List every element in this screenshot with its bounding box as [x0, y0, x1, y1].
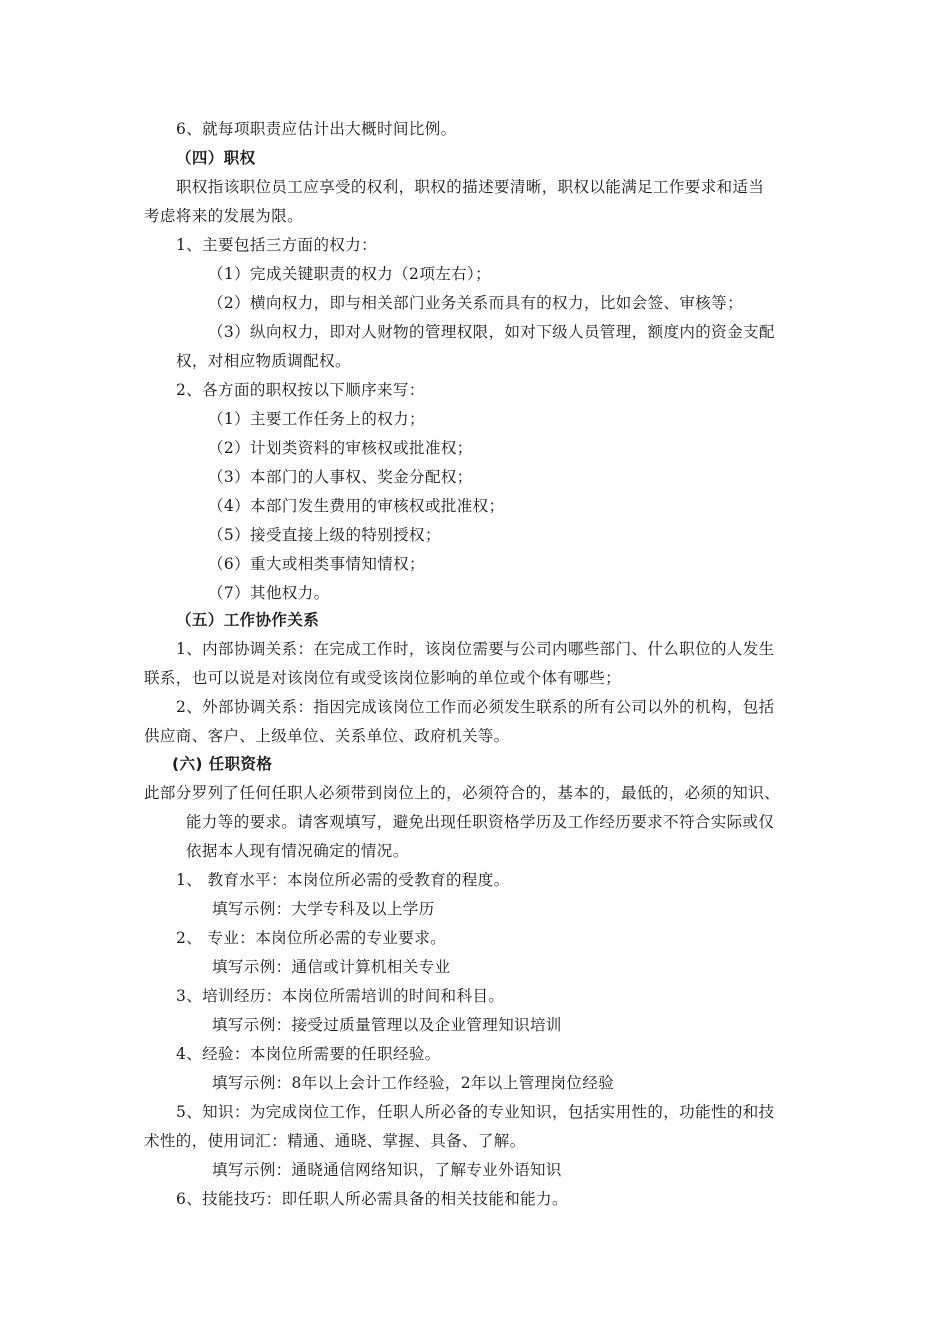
example-line: 填写示例：8年以上会计工作经验，2年以上管理岗位经验: [212, 1074, 615, 1092]
sub-list-item: （1）完成关键职责的权力（2项左右）；: [208, 265, 492, 283]
paragraph-line: 术性的，使用词汇：精通、通晓、掌握、具备、了解。: [144, 1132, 526, 1150]
paragraph-line: 供应商、客户、上级单位、关系单位、政府机关等。: [144, 727, 510, 745]
section-heading-collaboration: （五）工作协作关系: [176, 611, 320, 629]
sub-list-item: （3）纵向权力，即对人财物的管理权限，如对下级人员管理，额度内的资金支配: [208, 323, 775, 341]
list-item: 6、技能技巧：即任职人所必需具备的相关技能和能力。: [176, 1190, 568, 1208]
section-heading-authority: （四）职权: [176, 149, 256, 167]
list-item: 1、 教育水平：本岗位所必需的受教育的程度。: [176, 871, 510, 889]
sub-list-item: （1）主要工作任务上的权力；: [208, 410, 425, 428]
paragraph-line: 职权指该职位员工应享受的权利，职权的描述要清晰，职权以能满足工作要求和适当: [176, 178, 765, 196]
sub-list-item: （2）计划类资料的审核权或批准权；: [208, 439, 473, 457]
sub-list-item: （4）本部门发生费用的审核权或批准权；: [208, 497, 505, 515]
paragraph-line: 能力等的要求。请客观填写，避免出现任职资格学历及工作经历要求不符合实际或仅: [186, 813, 775, 831]
list-item: 5、知识：为完成岗位工作，任职人所必备的专业知识，包括实用性的，功能性的和技: [176, 1103, 775, 1121]
sub-list-item: （2）横向权力，即与相关部门业务关系而具有的权力，比如会签、审核等；: [208, 294, 743, 312]
sub-list-item: （7）其他权力。: [208, 584, 330, 602]
list-item: 1、内部协调关系：在完成工作时，该岗位需要与公司内哪些部门、什么职位的人发生: [176, 640, 775, 658]
paragraph-line: 6、就每项职责应估计出大概时间比例。: [176, 120, 457, 138]
paragraph-line: 考虑将来的发展为限。: [144, 207, 304, 225]
list-item: 1、主要包括三方面的权力：: [176, 236, 378, 254]
sub-list-item: （6）重大或相类事情知情权；: [208, 555, 425, 573]
list-item: 2、各方面的职权按以下顺序来写：: [176, 381, 425, 399]
sub-list-item-continuation: 权，对相应物质调配权。: [176, 352, 351, 370]
paragraph-line: 依据本人现有情况确定的情况。: [186, 842, 409, 860]
list-item: 2、 专业：本岗位所必需的专业要求。: [176, 929, 446, 947]
section-heading-qualifications: (六) 任职资格: [172, 755, 273, 773]
paragraph-line: 此部分罗列了任何任职人必须带到岗位上的，必须符合的，基本的，最低的，必须的知识、: [144, 784, 781, 802]
list-item: 2、外部协调关系：指因完成该岗位工作而必须发生联系的所有公司以外的机构，包括: [176, 698, 775, 716]
example-line: 填写示例：大学专科及以上学历: [212, 900, 435, 918]
sub-list-item: （5）接受直接上级的特别授权；: [208, 526, 441, 544]
sub-list-item: （3）本部门的人事权、奖金分配权；: [208, 468, 473, 486]
list-item: 3、培训经历：本岗位所需培训的时间和科目。: [176, 987, 505, 1005]
paragraph-line: 联系，也可以说是对该岗位有或受该岗位影响的单位或个体有哪些；: [144, 669, 622, 687]
list-item: 4、经验：本岗位所需要的任职经验。: [176, 1045, 441, 1063]
example-line: 填写示例：通晓通信网络知识，了解专业外语知识: [212, 1161, 562, 1179]
example-line: 填写示例：通信或计算机相关专业: [212, 958, 451, 976]
example-line: 填写示例：接受过质量管理以及企业管理知识培训: [212, 1016, 562, 1034]
